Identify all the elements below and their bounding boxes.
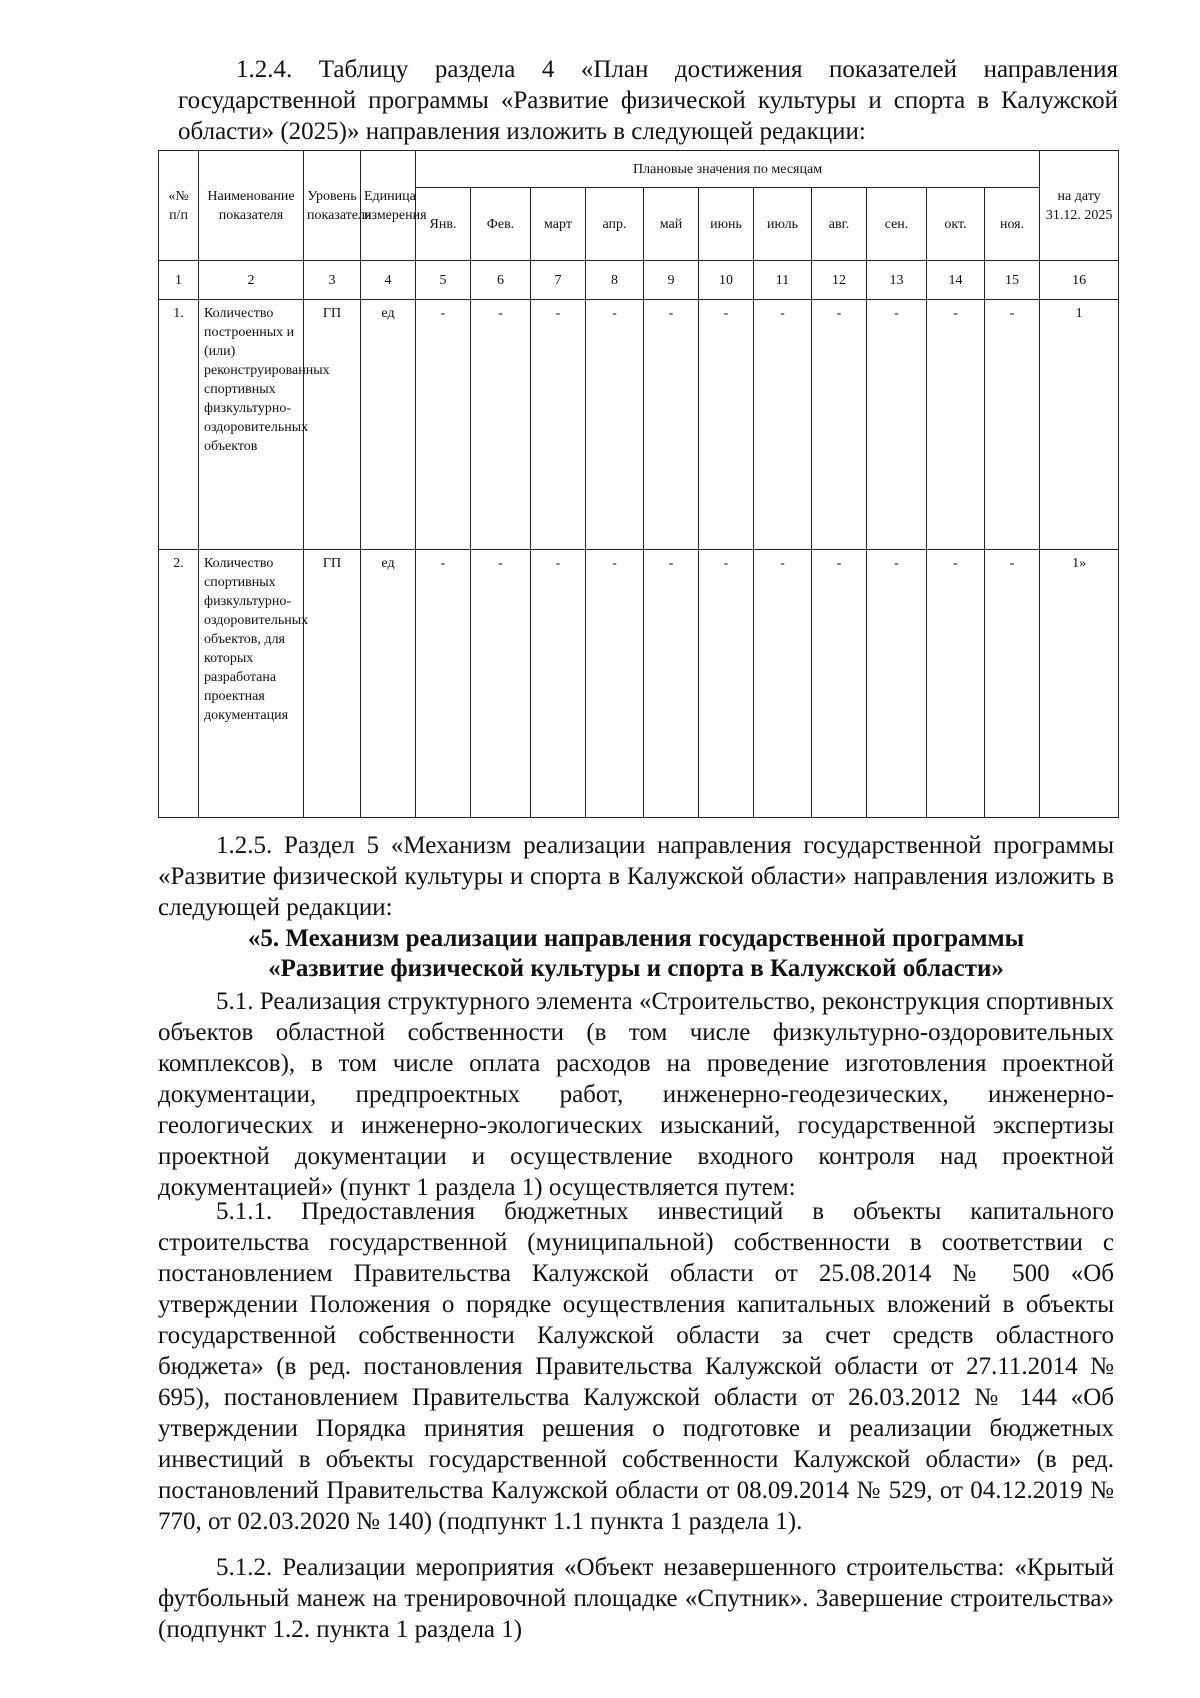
month-value: - [471,550,531,818]
month-value: - [754,550,812,818]
month-value: - [531,550,586,818]
column-number: 7 [531,261,586,300]
month-value: - [867,300,927,550]
month-value: - [985,300,1040,550]
paragraph-5-1-2: 5.1.2. Реализации мероприятия «Объект незавершенного строительства: «Крытый футбольный манеж на тренировочной площадке «Спутник». Завершение строительства» (подпункт 1.2. пункта 1 раздела 1) [158,1554,1114,1643]
indicator-name: Количество построенных и (или) реконструированных спортивных физкультурно-оздоровительных объектов [199,300,304,550]
column-number: 12 [812,261,867,300]
plan-table [158,150,1119,818]
month-value: - [644,550,699,818]
final-value: 1 [1040,300,1119,550]
column-number: 9 [644,261,699,300]
month-value: - [531,300,586,550]
paragraph-5-1: 5.1. Реализация структурного элемента «Строительство, реконструкция спортивных объектов областной собственности (в том числе физкультурно-оздоровительных комплексов), в том числе оплата расходов на проведение изготовления проектной документации, предпроектных работ, инженерно-геодезических, инженерно-геологических и инженерно-экологических изысканий, государственной экспертизы проектной документации и осуществление входного контроля над проектной документацией» (пункт 1 раздела 1) осуществляется путем: [158,988,1114,1201]
final-value: 1» [1040,550,1119,818]
indicator-name: Количество спортивных физкультурно-оздоровительных объектов, для которых разработана проектная документация [199,550,304,818]
column-number: 8 [586,261,644,300]
month-header: май [644,188,699,261]
column-number: 4 [361,261,416,300]
header-level: Уровень показателя [304,151,361,261]
month-value: - [699,550,754,818]
paragraph-1-2-5: 1.2.5. Раздел 5 «Механизм реализации направления государственной программы «Развитие физической культуры и спорта в Калужской области» направления изложить в следующей редакции: [158,832,1114,921]
header-date: на дату 31.12. 2025 [1040,151,1119,261]
row-num: 2. [159,550,199,818]
column-number: 15 [985,261,1040,300]
month-value: - [699,300,754,550]
column-number: 3 [304,261,361,300]
table-row [159,550,1119,818]
month-header: Фев. [471,188,531,261]
column-number: 6 [471,261,531,300]
month-value: - [644,300,699,550]
section-heading-line-2: «Развитие физической культуры и спорта в Калужской области» [268,955,1004,982]
indicator-unit: ед [361,550,416,818]
column-number: 10 [699,261,754,300]
month-value: - [985,550,1040,818]
month-header: Янв. [416,188,471,261]
month-header: июнь [699,188,754,261]
header-unit: Единица измерения [361,151,416,261]
month-value: - [812,550,867,818]
month-header: окт. [927,188,985,261]
paragraph-5-1-1: 5.1.1. Предоставления бюджетных инвестиций в объекты капитального строительства государственной (муниципальной) собственности в соответствии с постановлением Правительства Калужской области от 25.08.2014 № 500 «Об утверждении Положения о порядке осуществления капитальных вложений в объекты государственной собственности Калужской области за счет средств областного бюджета» (в ред. постановления Правительства Калужской области от 27.11.2014 № 695), постановлением Правительства Калужской области от 26.03.2012 № 144 «Об утверждении Порядка принятия решения о подготовке и реализации бюджетных инвестиций в объекты государственной собственности Калужской области» (в ред. постановлений Правительства Калужской области от 08.09.2014 № 529, от 04.12.2019 № 770, от 02.03.2020 № 140) (подпункт 1.1 пункта 1 раздела 1). [158,1198,1114,1535]
column-number: 5 [416,261,471,300]
indicator-unit: ед [361,300,416,550]
month-header: апр. [586,188,644,261]
indicator-level: ГП [304,550,361,818]
month-header: март [531,188,586,261]
header-planned: Плановые значения по месяцам [416,151,1040,188]
month-value: - [586,300,644,550]
month-value: - [754,300,812,550]
month-value: - [812,300,867,550]
column-number: 13 [867,261,927,300]
month-value: - [586,550,644,818]
month-header: июль [754,188,812,261]
month-value: - [471,300,531,550]
month-value: - [416,550,471,818]
month-value: - [416,300,471,550]
month-header: сен. [867,188,927,261]
month-header: авг. [812,188,867,261]
header-num: «№ п/п [159,151,199,261]
column-number: 16 [1040,261,1119,300]
header-name: Наименование показателя [199,151,304,261]
column-number: 2 [199,261,304,300]
month-value: - [927,300,985,550]
column-number: 14 [927,261,985,300]
paragraph-1-2-4: 1.2.4. Таблицу раздела 4 «План достижения показателей направления государственной программы «Развитие физической культуры и спорта в Калужской области» (2025)» направления изложить в следующей редакции: [178,56,1118,145]
month-header: ноя. [985,188,1040,261]
month-value: - [867,550,927,818]
column-number: 1 [159,261,199,300]
row-num: 1. [159,300,199,550]
column-number: 11 [754,261,812,300]
section-heading-line-1: «5. Механизм реализации направления государственной программы [247,925,1025,952]
indicator-level: ГП [304,300,361,550]
month-value: - [927,550,985,818]
table-row [159,300,1119,550]
